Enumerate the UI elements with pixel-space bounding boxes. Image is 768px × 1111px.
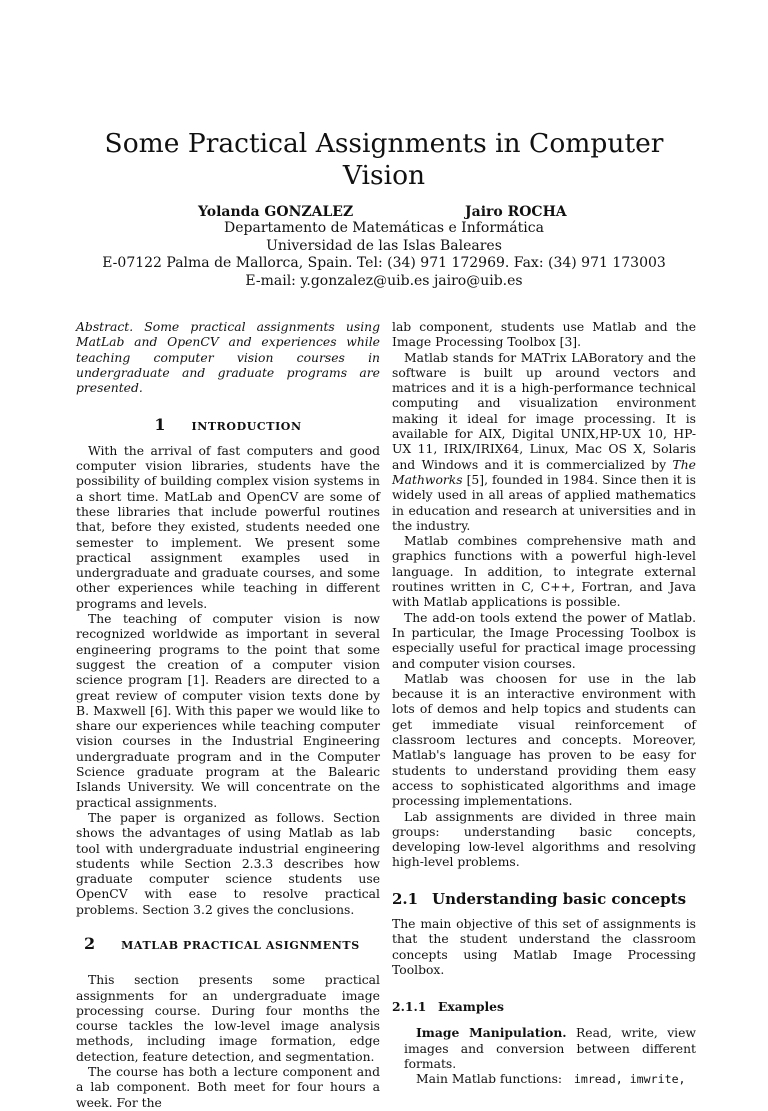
right-paragraph-2 [392, 351, 696, 535]
intro-paragraph-3: The paper is organized as follows. Section shows the advantages of using Matlab as lab tool with undergraduate industrial engineering students while Section 2.3.3 describes how graduate computer science students use OpenCV with ease to resolve practical problems. Section 3.2 gives the conclusions. [76, 810, 380, 917]
affiliation-email: E-mail: y.gonzalez@uib.es jairo@uib.es [245, 272, 523, 289]
subsection-2-1-title: Understanding basic concepts [432, 889, 687, 908]
author-2: Jairo ROCHA [465, 204, 567, 220]
author-1: Yolanda GONZALEZ [198, 204, 354, 220]
affiliation-university: Universidad de las Islas Baleares [266, 237, 502, 254]
section-1-number: 1 [154, 415, 166, 435]
section-2-title: MATLAB PRACTICAL ASIGNMENTS [121, 938, 360, 952]
matlab-functions-label: Main Matlab functions: [416, 1072, 563, 1087]
subsection-2-1-paragraph: The main objective of this set of assignments is that the student understand the classroom concepts using Matlab Image Processing Toolbox. [392, 916, 696, 977]
affiliation-address: E-07122 Palma de Mallorca, Spain. Tel: (34) 971 172969. Fax: (34) 971 173003 [102, 255, 666, 271]
right-paragraph-6: Lab assignments are divided in three main groups: understanding basic concepts, developing low-level algorithms and resolving high-level problems. [392, 809, 696, 870]
section-1-heading [76, 417, 380, 434]
affiliation-block [60, 220, 708, 290]
right-paragraph-4: The add-on tools extend the power of Matlab. In particular, the Image Processing Toolbox is especially useful for practical image processing and computer vision courses. [392, 610, 696, 671]
right-paragraph-3: Matlab combines comprehensive math and graphics functions with a powerful high-level language. In addition, to integrate external routines written in C, C++, Fortran, and Java with Matlab applications is possible. [392, 534, 696, 610]
image-manipulation-item [392, 1025, 696, 1072]
intro-paragraph-1: With the arrival of fast computers and good computer vision libraries, students have the possibility of building complex vision systems in a short time. MatLab and OpenCV are some of these libraries that include powerful routines that, before they existed, students needed one semester to implement. We present some practical assignment examples used in undergraduate and graduate courses, and some other experiences while teaching in different programs and levels. [76, 443, 380, 611]
subsubsection-2-1-1-heading [392, 999, 696, 1014]
subsection-2-1-number: 2.1 [392, 889, 419, 908]
section-1-title: INTRODUCTION [191, 420, 302, 434]
image-manipulation-text: Read, write, view images and conversion between different formats. [404, 1026, 696, 1072]
intro-paragraph-2: The teaching of computer vision is now recognized worldwide as important in several engineering programs to the point that some suggest the creation of a computer vision science program [1]. Readers are directed to a great review of computer vision texts done by B. Maxwell [6]. With this paper we would like to share our experiences while teaching computer vision courses in the Industrial Engineering undergraduate program and in the Computer Science graduate program at the Balearic Islands University. We will concentrate on the practical assignments. [76, 612, 380, 810]
right-paragraph-5: Matlab was choosen for use in the lab because it is an interactive environment with lots of demos and help topics and students can get immediate visual reinforcement of classroom lectures and concepts. Moreover, Matlab's language has proven to be easy for students to understand providing them easy access to sophisticated algorithms and image processing implementations. [392, 671, 696, 809]
abstract: Abstract. Some practical assignments using MatLab and OpenCV and experiences while teaching computer vision courses in undergraduate and graduate programs are presented. [76, 320, 380, 396]
matlab-intro-text: Matlab stands for MATrix LABoratory and the software is built up around vectors and matrices and it is a high-performance technical computing and visualization environment making it ideal for image processing. It is available for AIX, Digital UNIX,HP-UX 10, HP-UX 11, IRIX/IRIX64, Linux, Mac OS X, Solaris and Windows and it is commercialized by [392, 350, 696, 472]
section-2-heading [76, 933, 380, 953]
section-2-paragraph-1: This section presents some practical assignments for an undergraduate image processing course. During four months the course tackles the low-level image analysis methods, including image formation, edge detection, feature detection, and segmentation. [76, 973, 380, 1064]
mathworks-name: The Mathworks [392, 457, 696, 487]
matlab-functions-line [392, 1072, 696, 1087]
matlab-history-text: [5], founded in 1984. Since then it is widely used in all areas of applied mathematics in education and research at universities and in the industry. [392, 472, 696, 533]
right-column [392, 320, 696, 1088]
affiliation-department: Departamento de Matemáticas e Informática [224, 220, 544, 236]
paper-title: Some Practical Assignments in Computer Vision [104, 128, 664, 191]
subsection-2-1-heading [392, 889, 696, 908]
matlab-functions-list: imread, imwrite, [573, 1072, 686, 1087]
section-2-number: 2 [84, 933, 96, 953]
image-manipulation-label: Image Manipulation. [416, 1025, 567, 1041]
left-column [76, 320, 380, 1111]
subsubsection-2-1-1-title: Examples [438, 999, 504, 1015]
subsubsection-2-1-1-number: 2.1.1 [392, 999, 427, 1015]
right-paragraph-1: lab component, students use Matlab and the Image Processing Toolbox [3]. [392, 320, 696, 350]
section-2-paragraph-2: The course has both a lecture component and a lab component. Both meet for four hours a week. For the [76, 1065, 380, 1110]
